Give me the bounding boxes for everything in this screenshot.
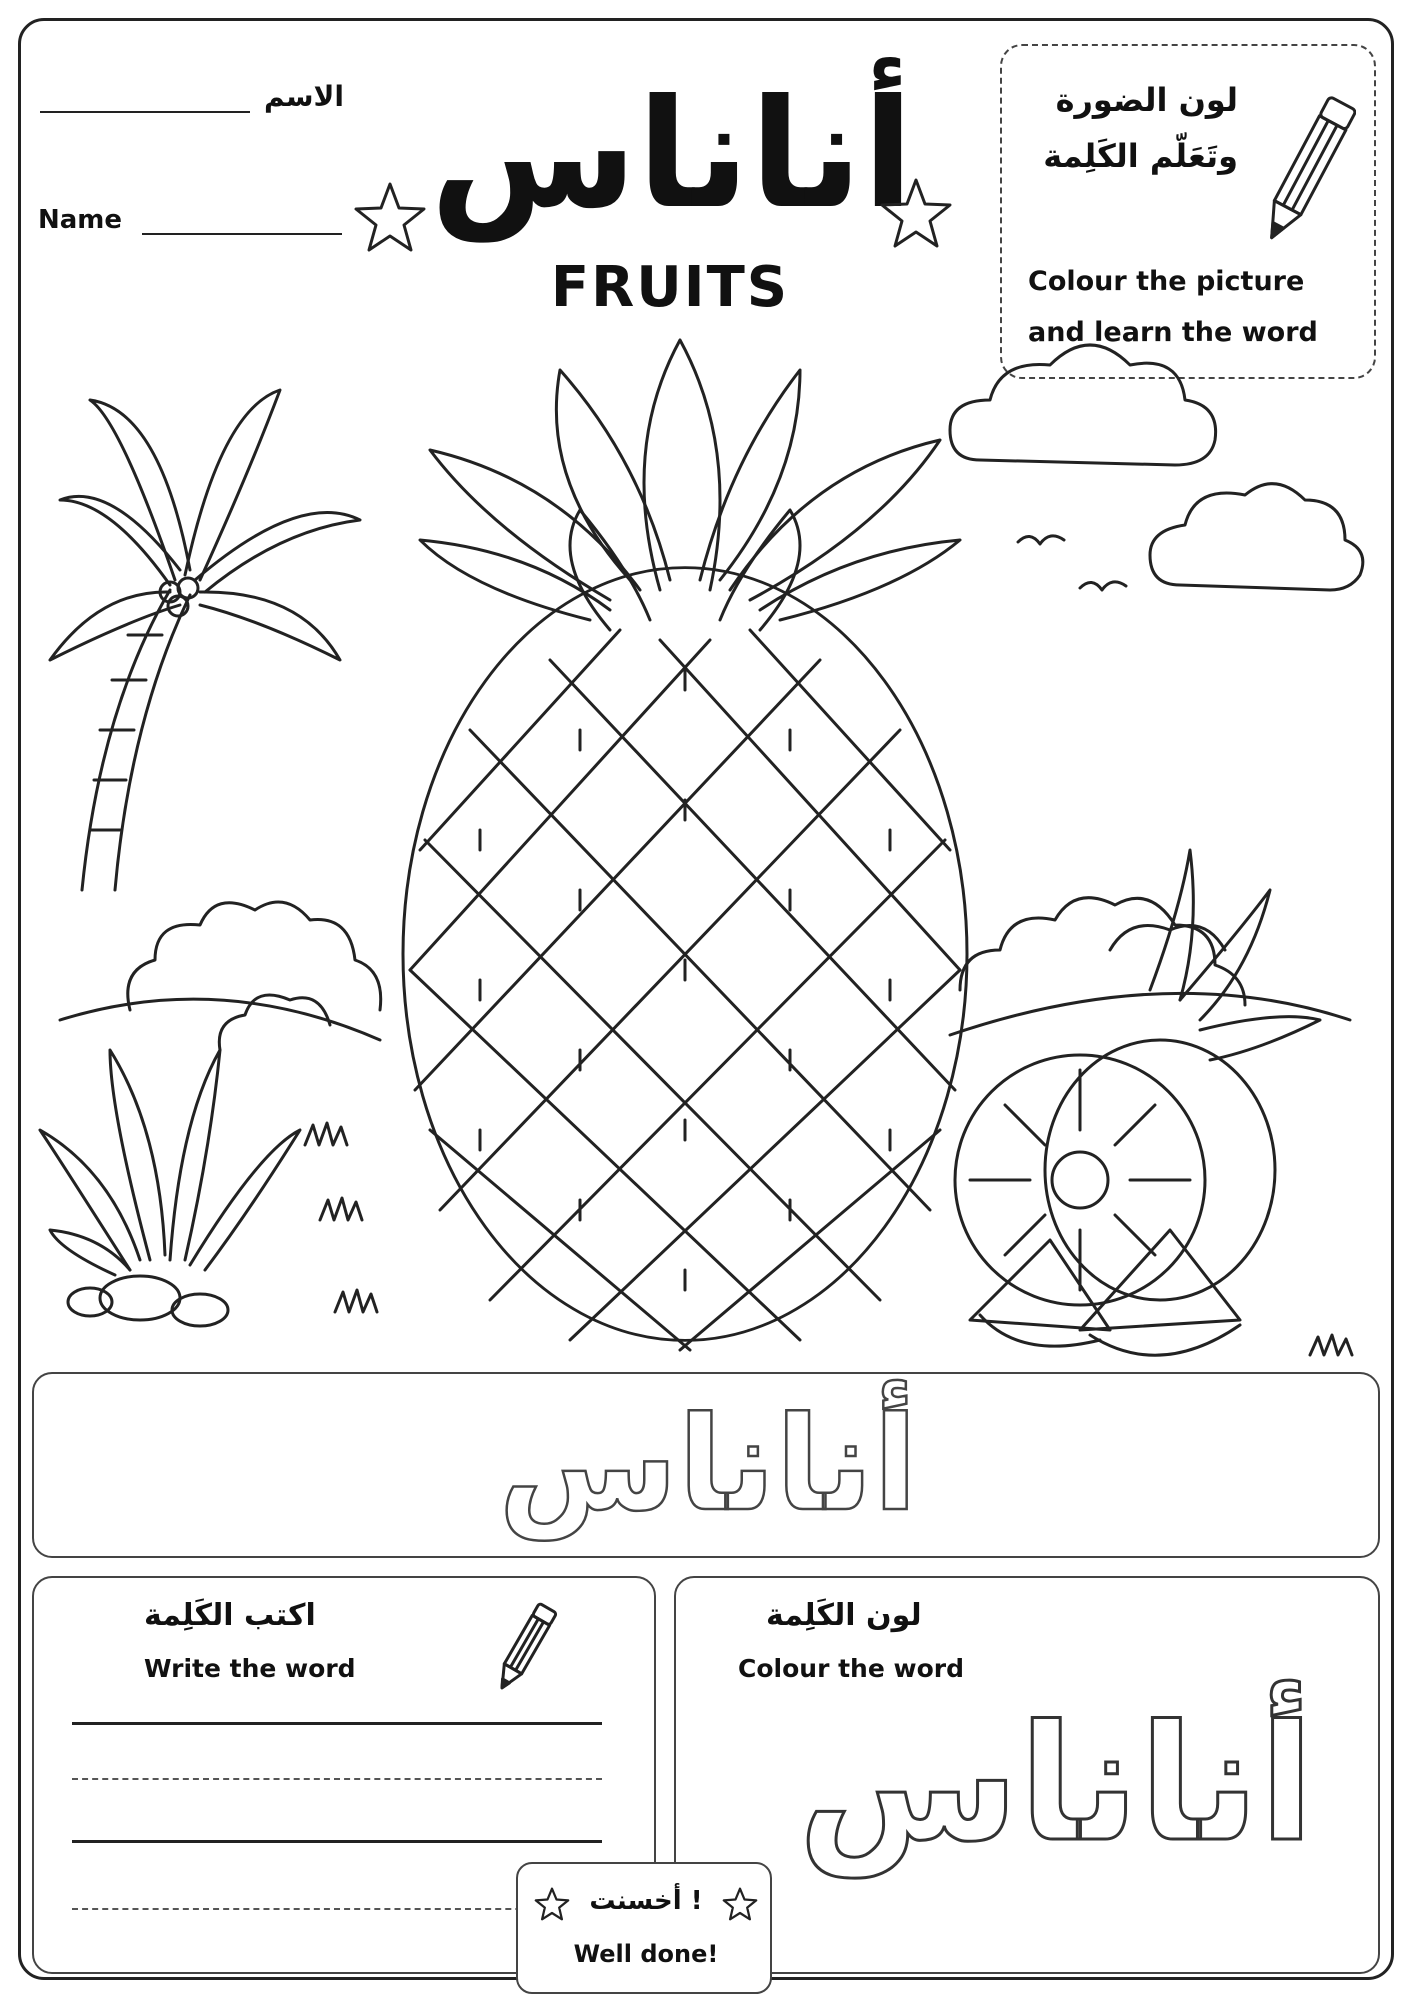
- pencil-icon: [1256, 86, 1356, 256]
- name-field-en[interactable]: [38, 205, 342, 235]
- write-title-arabic: اكتب الكَلِمة: [144, 1598, 316, 1633]
- palm-tree: [50, 390, 360, 890]
- instruction-ar-line-1: لون الضورة: [1055, 81, 1238, 119]
- star-icon: [876, 174, 956, 254]
- trace-word-arabic: أناناس: [498, 1388, 918, 1540]
- instructions-box: [1000, 44, 1376, 379]
- writing-line[interactable]: [72, 1722, 602, 1725]
- grass-tuft: [320, 1198, 362, 1220]
- well-done-badge: [516, 1862, 772, 1994]
- name-label-en: Name: [38, 205, 123, 235]
- well-done-arabic: أخسنت !: [589, 1886, 703, 1916]
- colour-word-outline[interactable]: أناناس: [798, 1690, 1314, 1877]
- instructions-arabic: [1028, 72, 1238, 184]
- grass-tuft: [305, 1123, 347, 1145]
- colour-word-box[interactable]: [674, 1576, 1380, 1974]
- trace-word-box[interactable]: [32, 1372, 1380, 1558]
- pineapple-scene-illustration[interactable]: [20, 330, 1396, 1370]
- star-icon: [722, 1886, 758, 1922]
- title-arabic: أناناس: [430, 68, 914, 242]
- instruction-en-line-1: Colour the picture: [1028, 266, 1305, 297]
- write-title-english: Write the word: [144, 1654, 356, 1683]
- title-english: FRUITS: [550, 255, 790, 320]
- name-label-ar: الاسم: [264, 80, 344, 113]
- bird: [1080, 582, 1126, 590]
- hill-right: [950, 993, 1350, 1035]
- name-field-ar[interactable]: [40, 80, 344, 113]
- grass-tuft: [1310, 1335, 1352, 1355]
- colour-title-english: Colour the word: [738, 1654, 965, 1683]
- colour-title-arabic: لون الكَلِمة: [766, 1598, 922, 1633]
- pineapple-crown: [420, 340, 960, 630]
- bird: [1018, 536, 1064, 544]
- writing-line[interactable]: [72, 1840, 602, 1843]
- grass-tuft: [335, 1290, 377, 1312]
- star-icon: [350, 178, 430, 258]
- cloud-top: [950, 345, 1216, 465]
- bush-right: [960, 898, 1245, 1005]
- cloud-bottom: [1150, 484, 1363, 590]
- instruction-ar-line-2: وتَعَلّم الكَلِمة: [1043, 137, 1238, 175]
- pineapple-body: [403, 568, 967, 1350]
- well-done-english: Well done!: [573, 1940, 719, 1968]
- bush-left: [128, 902, 381, 1010]
- instruction-en-line-2: and learn the word: [1028, 317, 1318, 349]
- writing-guide-dashed: [72, 1778, 602, 1780]
- pencil-icon: [490, 1598, 560, 1698]
- agave-plant: [40, 1050, 300, 1326]
